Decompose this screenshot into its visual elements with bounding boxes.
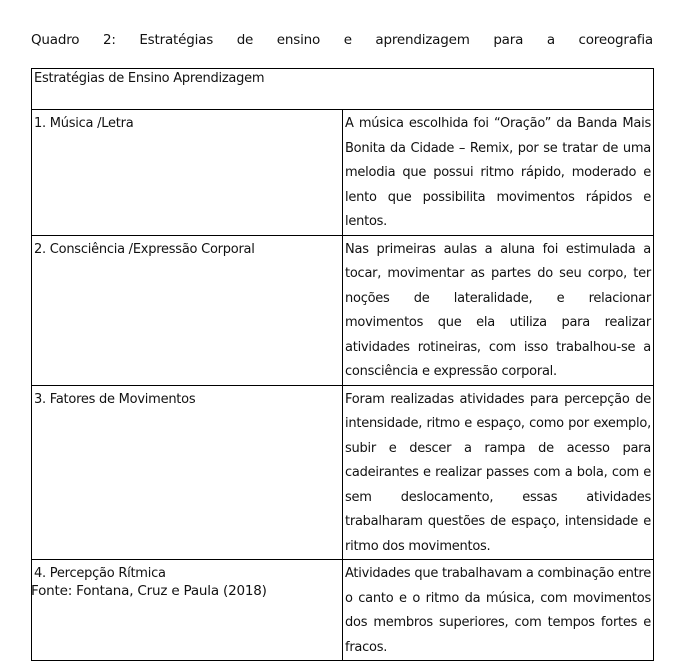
caption-word: a <box>546 32 555 48</box>
strategy-cell <box>32 110 343 236</box>
strategy-cell <box>32 235 343 385</box>
caption-word: coreografia <box>578 32 653 48</box>
caption-word: Estratégias <box>139 32 214 48</box>
strategy-cell <box>32 385 343 560</box>
table-caption <box>31 31 653 49</box>
table-header: Estratégias de Ensino Aprendizagem <box>34 71 265 86</box>
caption-word: e <box>343 32 352 48</box>
description-cell: Nas primeiras aulas a aluna foi estimulada a tocar, movimentar as partes do seu corpo, ter noções de lateralidade, e relacionar movimentos que ela utiliza para realizar atividades rotineiras, com isso trabalhou-se a consciência e expressão corporal. <box>343 235 654 385</box>
description-cell: A música escolhida foi “Oração” da Banda Mais Bonita da Cidade – Remix, por se tratar de uma melodia que possui ritmo rápido, moderado e lento que possibilita movimentos rápidos e lentos. <box>343 110 654 236</box>
table-header-cell <box>32 69 654 110</box>
caption-word: aprendizagem <box>375 32 470 48</box>
caption-word: ensino <box>276 32 321 48</box>
description-cell: Atividades que trabalhavam a combinação entre o canto e o ritmo da música, com movimentos dos membros superiores, com tempos fortes e fracos. <box>343 560 654 661</box>
caption-word: 2: <box>102 32 116 48</box>
strategy-label: 4. Percepção Rítmica <box>34 566 166 581</box>
table-row <box>32 385 654 560</box>
caption-word: Quadro <box>31 32 80 48</box>
table-row <box>32 560 654 661</box>
strategy-label: 3. Fatores de Movimentos <box>34 391 196 407</box>
source-footer: Fonte: Fontana, Cruz e Paula (2018) <box>31 583 267 599</box>
table-row <box>32 235 654 385</box>
description-cell: Foram realizadas atividades para percepção de intensidade, ritmo e espaço, como por exemplo, subir e descer a rampa de acesso para cadeirantes e realizar passes com a bola, com e sem deslocamento, essas atividades trabalharam questões de espaço, intensidade e ritmo dos movimentos. <box>343 385 654 560</box>
caption-word: para <box>493 32 524 48</box>
caption-word: de <box>236 32 254 48</box>
strategies-table <box>31 68 654 661</box>
table-header-row <box>32 69 654 110</box>
strategy-label: 1. Música /Letra <box>34 116 134 131</box>
table-row <box>32 110 654 236</box>
strategy-label: 2. Consciência /Expressão Corporal <box>34 241 255 257</box>
strategy-cell <box>32 560 343 661</box>
